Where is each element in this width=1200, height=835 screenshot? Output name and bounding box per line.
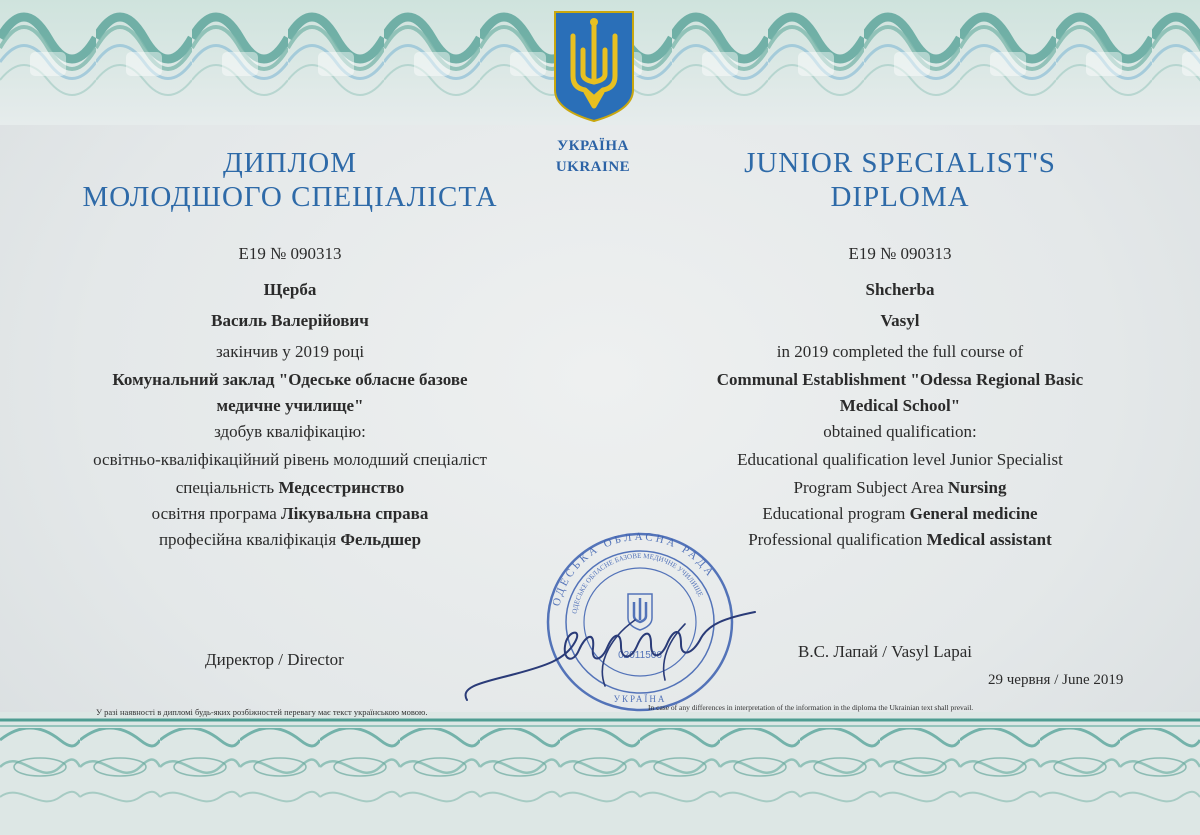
qualification-value-ua: Фельдшер [340, 530, 422, 549]
speciality-label-ua: спеціальність [175, 478, 279, 497]
country-name-en: UKRAINE [555, 159, 631, 175]
given-names-en: Vasyl [880, 311, 920, 330]
stamp-code: 02011506 [618, 650, 662, 661]
qualification-level-en: Educational qualification level Junior Specialist [737, 450, 1063, 469]
title-ua-line2: МОЛОДШОГО СПЕЦІАЛІСТА [82, 181, 498, 213]
qualification-label-en: Professional qualification [748, 530, 927, 549]
ukraine-coat-of-arms-icon [553, 10, 635, 123]
professional-qualification-ua [40, 530, 540, 550]
speciality-value-en: Nursing [947, 478, 1007, 497]
diploma-number-ua: E19 № 090313 [238, 244, 342, 263]
completed-en: in 2019 completed the full course of [776, 342, 1024, 361]
qualification-label-ua: професійна кваліфікація [158, 530, 341, 549]
stamp-outer-text: ОДЕСЬКА ОБЛАСНА РАДА [550, 530, 718, 608]
qualification-level-ua: освітньо-кваліфікаційний рівень молодший спеціаліст [93, 450, 487, 469]
title-ua-line1: ДИПЛОМ [222, 147, 358, 179]
surname-ua: Щерба [263, 280, 317, 299]
footnote-ua: У разі наявності в дипломі будь-яких розбіжностей перевагу має текст українською мовою. [96, 707, 428, 717]
speciality-en [670, 478, 1130, 498]
surname-en: Shcherba [865, 280, 935, 299]
institution-ua-line2: медичне училище" [216, 396, 364, 415]
country-name-ua: УКРАЇНА [557, 138, 629, 154]
program-ua [40, 504, 540, 524]
institution-ua-line1: Комунальний заклад "Одеське обласне базове [112, 370, 468, 389]
stamp-bottom-text: УКРАЇНА [613, 694, 667, 704]
program-en [670, 504, 1130, 524]
institution-en-line1: Communal Establishment "Odessa Regional Basic [716, 370, 1084, 389]
diploma-number-en: E19 № 090313 [848, 244, 952, 263]
issue-date: 29 червня / June 2019 [988, 672, 1124, 688]
speciality-label-en: Program Subject Area [793, 478, 948, 497]
title-en-line1: JUNIOR SPECIALIST'S [744, 147, 1056, 179]
footnote-en: In case of any differences in interpretation of the information in the diploma the Ukrainian text shall prevail. [648, 703, 974, 712]
obtained-en: obtained qualification: [823, 422, 977, 441]
director-name: В.С. Лапай / Vasyl Lapai [798, 642, 972, 661]
program-value-en: General medicine [909, 504, 1038, 523]
speciality-value-ua: Медсестринство [278, 478, 405, 497]
speciality-ua [40, 478, 540, 498]
title-en-line2: DIPLOMA [830, 181, 970, 213]
obtained-ua: здобув кваліфікацію: [214, 422, 366, 441]
given-names-ua: Василь Валерійович [211, 311, 369, 330]
program-label-ua: освітня програма [151, 504, 282, 523]
stamp-inner-text: ОДЕСЬКЕ ОБЛАСНЕ БАЗОВЕ МЕДИЧНЕ УЧИЛИЩЕ [570, 551, 705, 615]
completed-ua: закінчив у 2019 році [215, 342, 365, 361]
institution-en-line2: Medical School" [839, 396, 961, 415]
director-signature [455, 590, 775, 720]
director-label: Директор / Director [205, 650, 344, 669]
program-value-ua: Лікувальна справа [281, 504, 429, 523]
qualification-value-en: Medical assistant [926, 530, 1052, 549]
program-label-en: Educational program [762, 504, 910, 523]
